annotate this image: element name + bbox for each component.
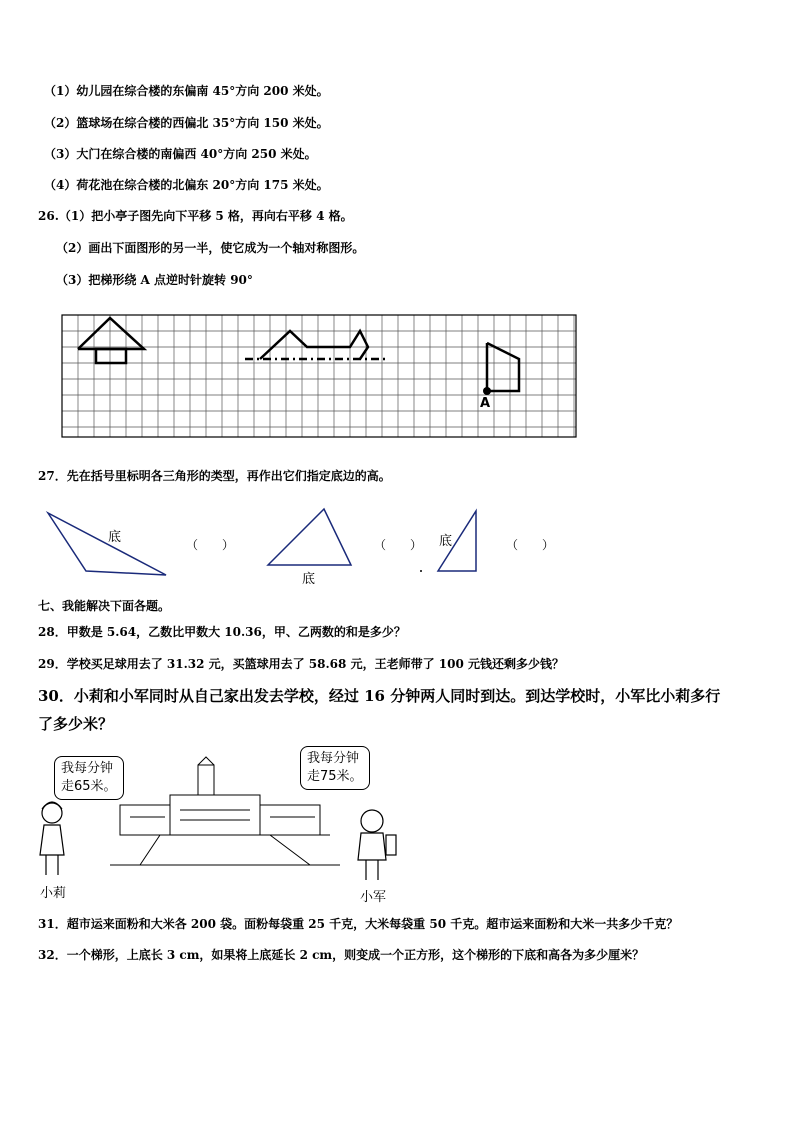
section-7-heading: 七、我能解决下面各题。 — [38, 599, 171, 613]
xiaoli-name-label: 小莉 — [40, 886, 67, 901]
q25-item-1: （1）幼儿园在综合楼的东偏南 45°方向 200 米处。 — [44, 84, 329, 98]
q29-text: 29．学校买足球用去了 31.32 元，买篮球用去了 58.68 元，王老师带了 100 元钱还剩多少钱？ — [38, 657, 564, 671]
boy-figure — [358, 810, 396, 880]
q25-item-2: （2）篮球场在综合楼的西偏北 35°方向 150 米处。 — [44, 116, 329, 130]
q31-text: 31．超市运来面粉和大米各 200 袋。面粉每袋重 25 千克，大米每袋重 50 千克。超市运来面粉和大米一共多少千克？ — [38, 917, 679, 931]
right-bubble-line-1: 我每分钟 — [307, 751, 360, 766]
trapezoid-shape — [487, 343, 519, 391]
q26-grid-figure — [60, 313, 580, 441]
left-bubble-line-1: 我每分钟 — [61, 761, 114, 776]
girl-figure — [40, 802, 64, 875]
q27-title: 27．先在括号里标明各三角形的类型，再作出它们指定底边的高。 — [38, 469, 391, 483]
triangle-1-base-label: 底 — [108, 530, 122, 545]
school-building — [110, 757, 340, 865]
point-a-label: A — [480, 396, 491, 411]
triangle-3-base-label: 底 — [439, 534, 453, 549]
grid-lines — [62, 315, 576, 437]
triangle-1-answer-paren[interactable]: （ ） — [186, 538, 235, 552]
q32-text: 32．一个梯形，上底长 3 cm，如果将上底延长 2 cm，则变成一个正方形，这个梯形的下底和高各为多少厘米？ — [38, 948, 645, 962]
grid-border — [62, 315, 576, 437]
q26-title: 26.（1）把小亭子图先向下平移 5 格，再向右平移 4 格。 — [38, 209, 353, 223]
q30-line-1: 30．小莉和小军同时从自己家出发去学校，经过 16 分钟两人同时到达。到达学校时，小军比小莉多行 — [38, 687, 721, 705]
q30-line-2: 了多少米？ — [38, 715, 114, 733]
stray-dot — [420, 570, 422, 572]
q26-sub2: （2）画出下面图形的另一半，使它成为一个轴对称图形。 — [56, 241, 365, 255]
triangle-2-answer-paren[interactable]: （ ） — [374, 538, 423, 552]
pavilion-shape — [78, 318, 144, 363]
school-scene-illustration — [30, 755, 430, 895]
triangle-1 — [48, 513, 166, 575]
q28-text: 28．甲数是 5.64，乙数比甲数大 10.36，甲、乙两数的和是多少？ — [38, 625, 406, 639]
point-a-dot — [483, 387, 491, 395]
q25-item-3: （3）大门在综合楼的南偏西 40°方向 250 米处。 — [44, 147, 317, 161]
triangle-3-answer-paren[interactable]: （ ） — [506, 538, 555, 552]
left-bubble-line-2: 走65米。 — [61, 779, 117, 794]
xiaojun-name-label: 小军 — [360, 890, 387, 905]
q25-item-4: （4）荷花池在综合楼的北偏东 20°方向 175 米处。 — [44, 178, 329, 192]
q26-sub3: （3）把梯形绕 A 点逆时针旋转 90° — [56, 273, 253, 287]
triangle-2-base-label: 底 — [302, 572, 316, 587]
right-bubble-line-2: 走75米。 — [307, 769, 363, 784]
triangle-2 — [268, 509, 351, 565]
symmetry-half-shape — [260, 331, 368, 359]
